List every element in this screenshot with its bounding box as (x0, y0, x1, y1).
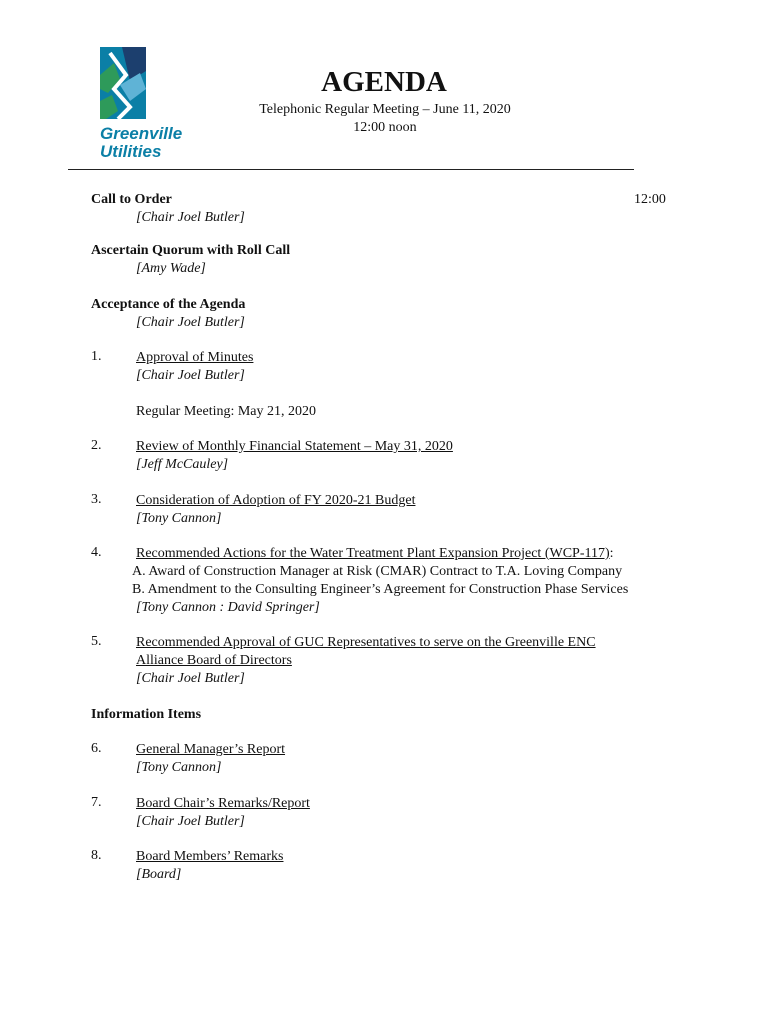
item-number: 2. (91, 438, 102, 453)
item-number: 5. (91, 634, 102, 649)
item-2-presenter: [Jeff McCauley] (136, 457, 229, 472)
item-number: 8. (91, 848, 102, 863)
item-number: 4. (91, 545, 102, 560)
item-6-title[interactable]: General Manager’s Report (136, 742, 286, 757)
header-divider (68, 169, 634, 170)
acceptance-presenter: [Chair Joel Butler] (136, 315, 245, 330)
meeting-subtitle: Telephonic Regular Meeting – June 11, 2020 (259, 102, 511, 117)
meeting-time: 12:00 noon (353, 120, 417, 135)
item-number: 7. (91, 795, 102, 810)
item-8-presenter: [Board] (136, 867, 182, 882)
item-4-presenter: [Tony Cannon : David Springer] (136, 600, 320, 615)
call-to-order-title: Call to Order (91, 192, 172, 207)
item-4-title-line (136, 545, 614, 562)
item-7-presenter: [Chair Joel Butler] (136, 814, 245, 829)
item-1-title[interactable]: Approval of Minutes (136, 350, 254, 365)
item-4-sub-a: A. Award of Construction Manager at Risk (CMAR) Contract to T.A. Loving Company (132, 564, 623, 579)
page-title: AGENDA (321, 66, 447, 98)
item-5-presenter: [Chair Joel Butler] (136, 671, 245, 686)
item-3-presenter: [Tony Cannon] (136, 511, 222, 526)
logo-line-2: Utilities (100, 142, 162, 161)
item-4-sub-b: B. Amendment to the Consulting Engineer’s Agreement for Construction Phase Services (132, 582, 629, 597)
item-number: 6. (91, 741, 102, 756)
item-4-title-suffix: : (609, 546, 614, 561)
item-3-title[interactable]: Consideration of Adoption of FY 2020-21 Budget (136, 493, 416, 508)
item-8-title[interactable]: Board Members’ Remarks (136, 849, 284, 864)
item-5-title-line-1[interactable]: Recommended Approval of GUC Representatives to serve on the Greenville ENC (136, 635, 596, 650)
quorum-title: Ascertain Quorum with Roll Call (91, 243, 291, 258)
item-6-presenter: [Tony Cannon] (136, 760, 222, 775)
logo-line-1: Greenville (100, 124, 183, 143)
item-number: 3. (91, 492, 102, 507)
item-1-note: Regular Meeting: May 21, 2020 (136, 404, 317, 419)
quorum-presenter: [Amy Wade] (136, 261, 206, 276)
item-number: 1. (91, 349, 102, 364)
information-items-heading: Information Items (91, 707, 202, 722)
call-to-order-time: 12:00 (634, 192, 666, 207)
item-5-title-line-2[interactable]: Alliance Board of Directors (136, 653, 292, 668)
acceptance-title: Acceptance of the Agenda (91, 297, 246, 312)
item-4-title[interactable]: Recommended Actions for the Water Treatment Plant Expansion Project (WCP-117) (136, 546, 610, 561)
item-1-presenter: [Chair Joel Butler] (136, 368, 245, 383)
item-7-title[interactable]: Board Chair’s Remarks/Report (136, 796, 310, 811)
call-to-order-presenter: [Chair Joel Butler] (136, 210, 245, 225)
item-2-title[interactable]: Review of Monthly Financial Statement – May 31, 2020 (136, 439, 453, 454)
